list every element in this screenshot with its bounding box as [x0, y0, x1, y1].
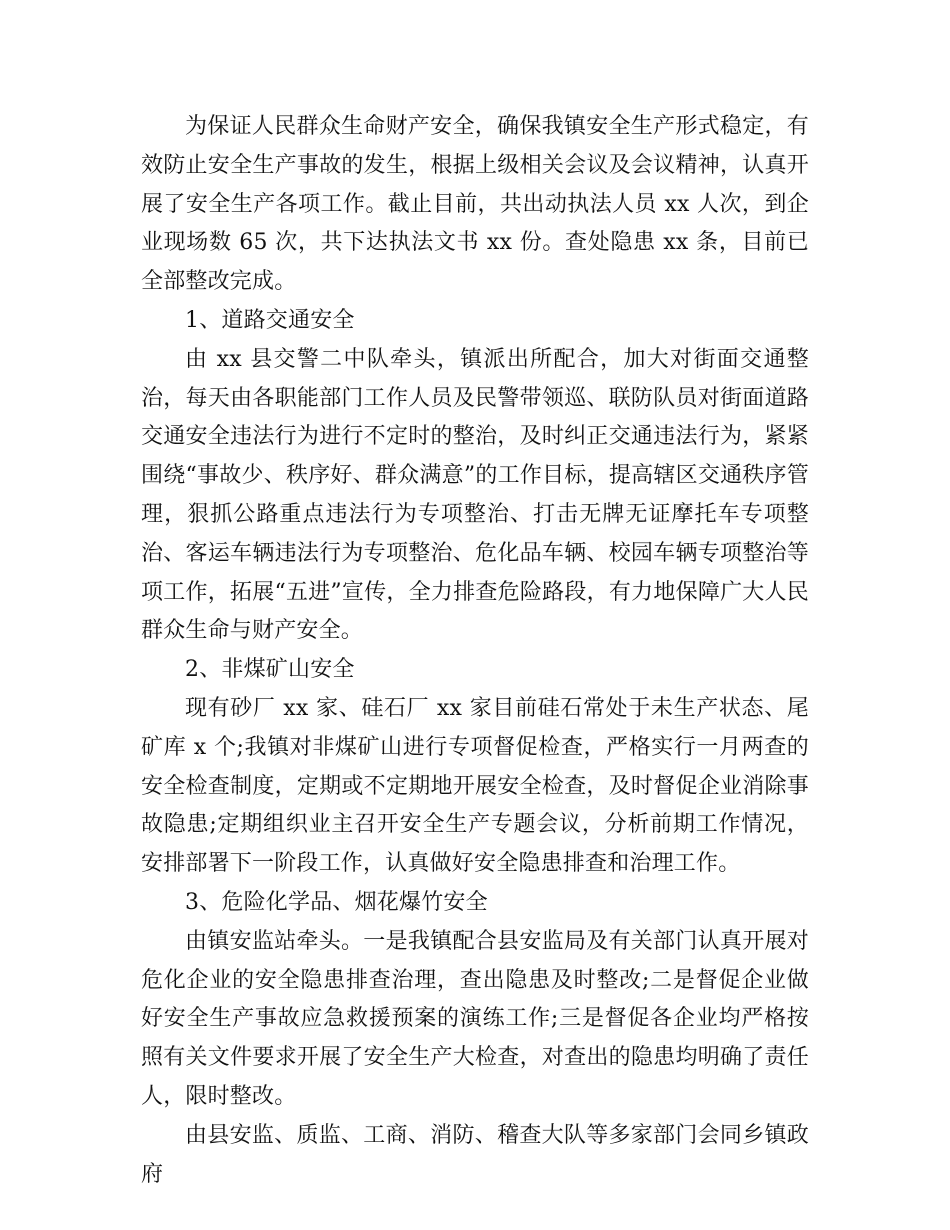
intro-paragraph: 为保证人民群众生命财产安全，确保我镇安全生产形式稳定，有效防止安全生产事故的发生，根据上级相关会议及会议精神，认真开展了安全生产各项工作。截止目前，共出动执法人员 xx 人次，到企业现场数 65 次，共下达执法文书 xx 份。查处隐患 xx 条，目前已全部整改完成。	[141, 114, 809, 295]
section-heading-road-traffic: 1、道路交通安全	[185, 307, 355, 333]
closing-paragraph: 由县安监、质监、工商、消防、稽查大队等多家部门会同乡镇政府	[141, 1122, 809, 1187]
road-traffic-paragraph: 由 xx 县交警二中队牵头，镇派出所配合，加大对街面交通整治，每天由各职能部门工作人员及民警带领巡、联防队员对街面道路交通安全违法行为进行不定时的整治，及时纠正交通违法行为，紧紧围绕“事故少、秩序好、群众满意”的工作目标，提高辖区交通秩序管理，狠抓公路重点违法行为专项整治、打击无牌无证摩托车专项整治、客运车辆违法行为专项整治、危化品车辆、校园车辆专项整治等项工作，拓展“五进”宣传，全力排查危险路段，有力地保障广大人民群众生命与财产安全。	[141, 346, 809, 644]
document-body	[141, 108, 809, 1194]
section-heading-hazardous-chemicals: 3、危险化学品、烟花爆竹安全	[185, 889, 488, 915]
section-heading-non-coal-mine: 2、非煤矿山安全	[185, 657, 355, 683]
non-coal-mine-paragraph: 现有砂厂 xx 家、硅石厂 xx 家目前硅石常处于未生产状态、尾矿库 x 个;我镇对非煤矿山进行专项督促检查，严格实行一月两查的安全检查制度，定期或不定期地开展安全检查，及时督促企业消除事故隐患;定期组织业主召开安全生产专题会议，分析前期工作情况，安排部署下一阶段工作，认真做好安全隐患排查和治理工作。	[141, 695, 809, 877]
hazardous-chemicals-paragraph: 由镇安监站牵头。一是我镇配合县安监局及有关部门认真开展对危化企业的安全隐患排查治理，查出隐患及时整改;二是督促企业做好安全生产事故应急救援预案的演练工作;三是督促各企业均严格按照有关文件要求开展了安全生产大检查，对查出的隐患均明确了责任人，限时整改。	[141, 928, 809, 1109]
